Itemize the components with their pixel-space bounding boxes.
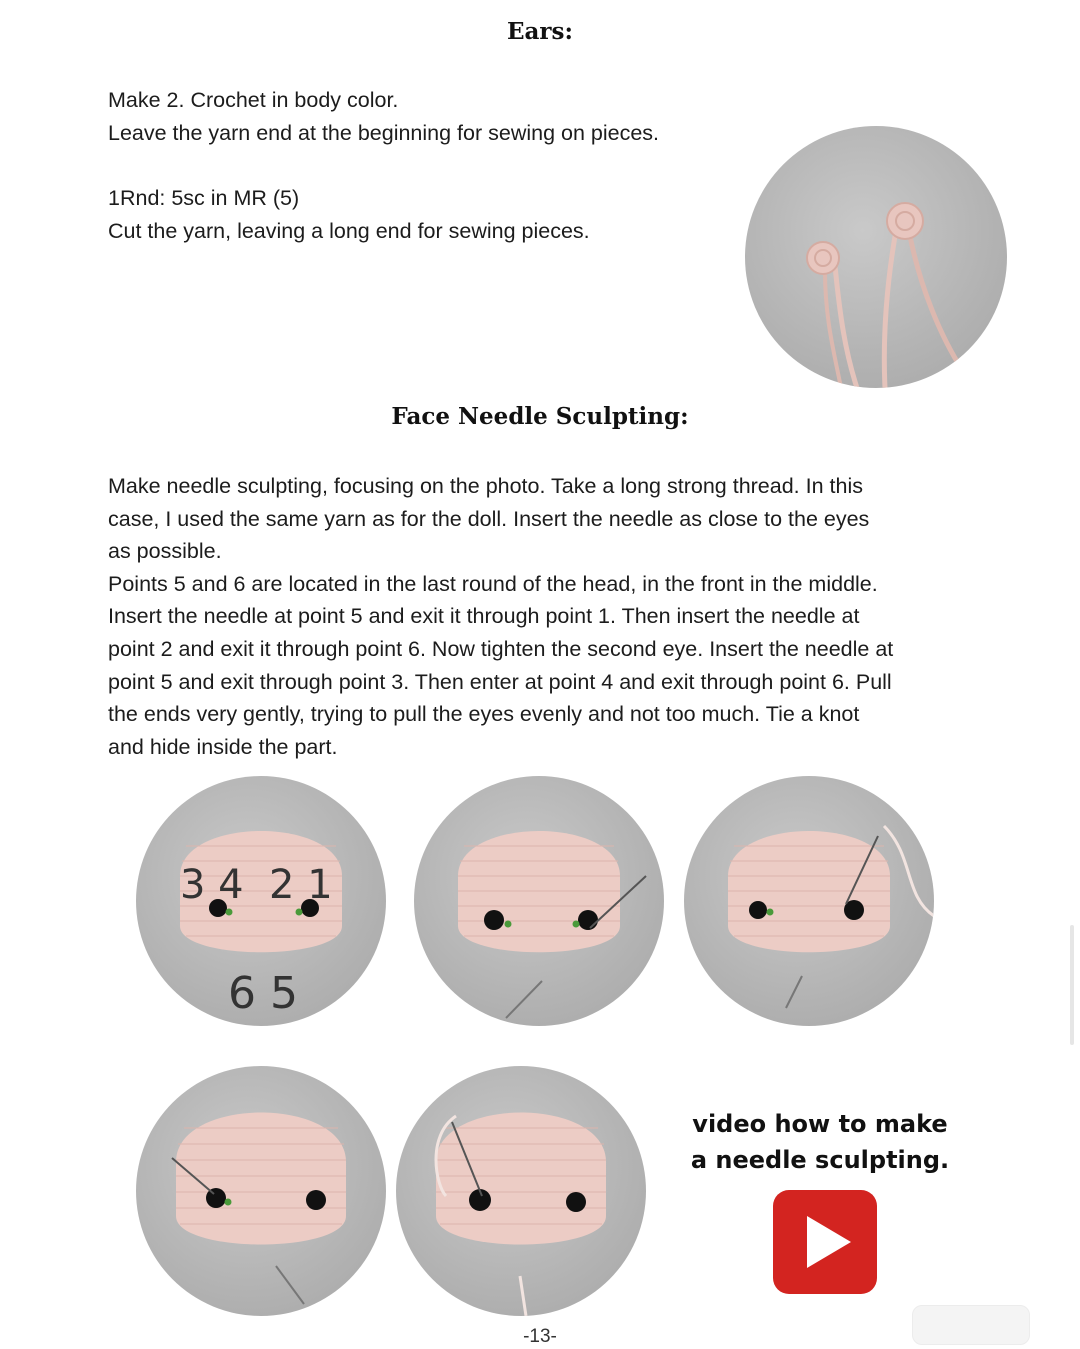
points-label-top: 3 4 2 1 — [180, 862, 333, 908]
play-icon — [773, 1190, 877, 1294]
head-photo-step-5 — [396, 1066, 646, 1316]
head-photo-step-4 — [136, 1066, 386, 1316]
watermark-badge — [912, 1305, 1030, 1345]
face-line-7: point 5 and exit through point 3. Then enter at point 4 and exit through point 6. Pull — [108, 669, 892, 694]
video-caption-line-2: a needle sculpting. — [690, 1146, 950, 1174]
face-line-6: point 2 and exit it through point 6. Now tighten the second eye. Insert the needle at — [108, 636, 894, 661]
points-label-bottom: 6 5 — [228, 968, 298, 1019]
face-line-3: as possible. — [108, 539, 222, 564]
face-line-9: and hide inside the part. — [108, 734, 338, 759]
head-photo-points — [136, 776, 386, 1026]
ears-round-line-1: 1Rnd: 5sc in MR (5) — [108, 186, 300, 210]
ears-line-2: Leave the yarn end at the beginning for sewing on pieces. — [108, 120, 660, 145]
face-line-2: case, I used the same yarn as for the doll. Insert the needle as close to the eyes — [108, 506, 870, 531]
video-caption — [660, 1106, 980, 1178]
face-line-8: the ends very gently, trying to pull the eyes evenly and not too much. Tie a knot — [108, 702, 860, 727]
page-number: -13- — [523, 1326, 557, 1347]
face-line-4: Points 5 and 6 are located in the last round of the head, in the front in the middle. — [108, 571, 878, 596]
face-instructions — [108, 470, 893, 763]
video-play-button[interactable] — [773, 1190, 877, 1294]
ears-round — [108, 182, 590, 247]
ears-line-1: Make 2. Crochet in body color. — [108, 88, 399, 112]
ears-photo — [745, 126, 1007, 388]
face-line-5: Insert the needle at point 5 and exit it through point 1. Then insert the needle at — [108, 604, 860, 629]
head-photo-step-2 — [414, 776, 664, 1026]
video-caption-line-1: video how to make — [692, 1110, 948, 1138]
face-heading: Face Needle Sculpting: — [391, 403, 689, 430]
face-line-1: Make needle sculpting, focusing on the photo. Take a long strong thread. In this — [108, 474, 863, 498]
head-photo-step-3 — [684, 776, 934, 1026]
ears-round-line-2: Cut the yarn, leaving a long end for sewing pieces. — [108, 218, 590, 243]
scrollbar[interactable] — [1070, 925, 1074, 1045]
ears-heading: Ears: — [507, 18, 573, 45]
ears-intro — [108, 84, 659, 149]
